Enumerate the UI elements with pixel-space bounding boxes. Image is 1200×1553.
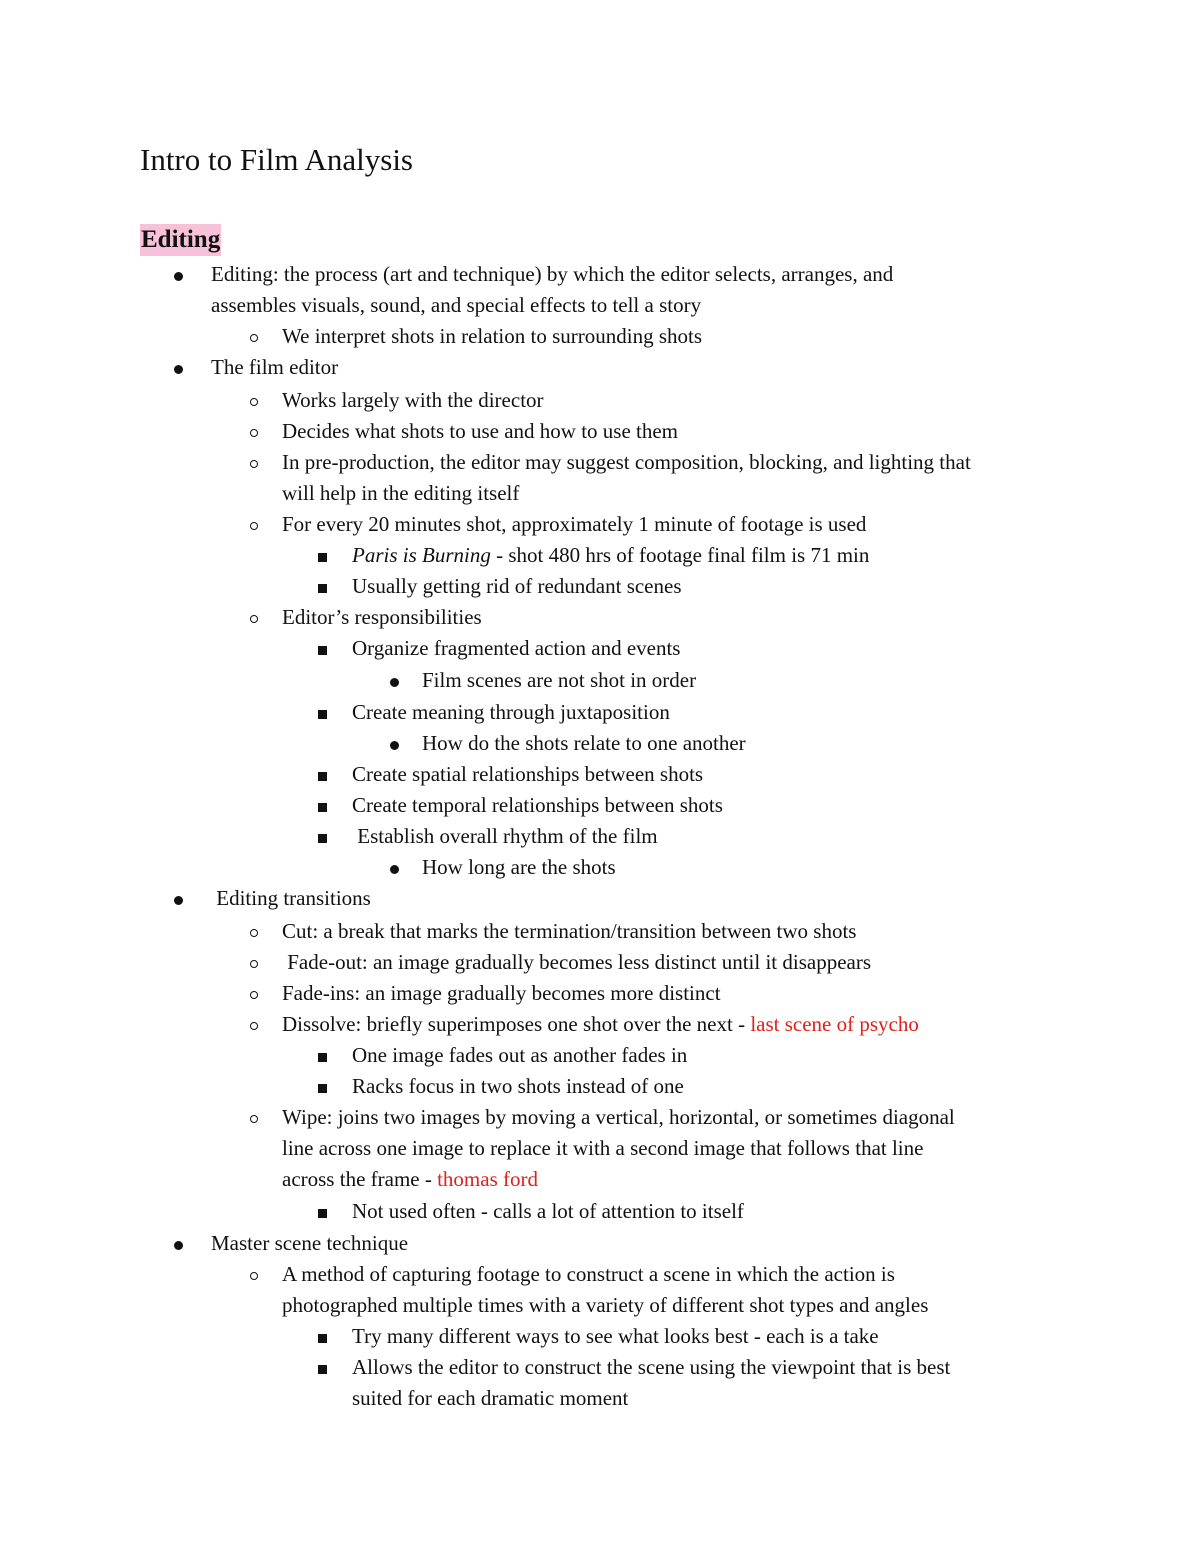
bullet-square-icon [318,1071,327,1102]
list-item-level3: Allows the editor to construct the scene using the viewpoint that is best [352,1355,951,1379]
bullet-dot-icon [390,852,399,883]
bullet-dot-icon [174,1228,183,1259]
bullet-square-icon [318,790,327,821]
list-item-text: Dissolve: briefly superimposes one shot over the next - [282,1012,751,1036]
list-item-level2: For every 20 minutes shot, approximately 1 minute of footage is used [282,512,867,536]
list-item-level1: Master scene technique [211,1231,409,1255]
bullet-circle-icon [250,447,258,478]
list-item-level4: How do the shots relate to one another [422,731,746,755]
bullet-square-icon [318,571,327,602]
bullet-square-icon [318,821,327,852]
bullet-dot-icon [174,259,183,290]
bullet-circle-icon [250,1259,258,1290]
bullet-circle-icon [250,321,258,352]
list-item-level3: Create meaning through juxtaposition [352,700,670,724]
red-note-thomas-ford: thomas ford [437,1167,538,1191]
list-item-level3: Not used often - calls a lot of attention to itself [352,1199,744,1223]
list-item-level2: Fade-out: an image gradually becomes less distinct until it disappears [282,950,872,974]
list-item-level2: Fade-ins: an image gradually becomes more distinct [282,981,721,1005]
bullet-square-icon [318,1321,327,1352]
list-item-level3 [352,540,869,571]
list-item-level3: One image fades out as another fades in [352,1043,688,1067]
list-item-level2: Editor’s responsibilities [282,605,482,629]
bullet-dot-icon [390,665,399,696]
list-item-level3: Organize fragmented action and events [352,636,681,660]
red-note-psycho: last scene of psycho [750,1012,919,1036]
list-item-level2: We interpret shots in relation to surrounding shots [282,324,702,348]
film-title-paris-is-burning: Paris is Burning [352,543,491,567]
bullet-circle-icon [250,1102,258,1133]
list-item-level3: Establish overall rhythm of the film [352,824,658,848]
list-item-level4: Film scenes are not shot in order [422,668,697,692]
list-item-level1: The film editor [211,355,339,379]
list-item-continuation: will help in the editing itself [282,481,520,505]
bullet-circle-icon [250,916,258,947]
bullet-circle-icon [250,978,258,1009]
page-title: Intro to Film Analysis [140,142,413,177]
list-item-continuation: suited for each dramatic moment [352,1386,629,1410]
list-item-continuation [282,1164,538,1195]
list-item-level3: Racks focus in two shots instead of one [352,1074,684,1098]
list-item-continuation: assembles visuals, sound, and special effects to tell a story [211,293,702,317]
bullet-circle-icon [250,385,258,416]
bullet-circle-icon [250,416,258,447]
bullet-square-icon [318,697,327,728]
bullet-square-icon [318,1196,327,1227]
list-item-level2: In pre-production, the editor may suggest composition, blocking, and lighting that [282,450,971,474]
list-item-level3: Create temporal relationships between shots [352,793,723,817]
list-item-level3: Try many different ways to see what looks best - each is a take [352,1324,879,1348]
bullet-square-icon [318,1040,327,1071]
list-item-level2 [282,1009,919,1040]
bullet-circle-icon [250,602,258,633]
bullet-square-icon [318,540,327,571]
bullet-dot-icon [390,728,399,759]
list-item-level3: Usually getting rid of redundant scenes [352,574,682,598]
bullet-circle-icon [250,509,258,540]
list-item-text: - shot 480 hrs of footage final film is 71 min [490,543,870,567]
list-item-level2: Works largely with the director [282,388,544,412]
bullet-square-icon [318,1352,327,1383]
list-item-level2: A method of capturing footage to construct a scene in which the action is [282,1262,895,1286]
bullet-square-icon [318,633,327,664]
list-item-level2: Decides what shots to use and how to use them [282,419,679,443]
section-heading-editing: Editing [140,224,221,256]
bullet-dot-icon [174,883,183,914]
bullet-circle-icon [250,1009,258,1040]
list-item-continuation: photographed multiple times with a variety of different shot types and angles [282,1293,929,1317]
bullet-dot-icon [174,352,183,383]
bullet-circle-icon [250,947,258,978]
list-item-level1: Editing: the process (art and technique) by which the editor selects, arranges, and [211,262,894,286]
list-item-level2: Wipe: joins two images by moving a vertical, horizontal, or sometimes diagonal [282,1105,955,1129]
bullet-square-icon [318,759,327,790]
list-item-level1: Editing transitions [211,886,371,910]
list-item-continuation: line across one image to replace it with a second image that follows that line [282,1136,924,1160]
list-item-level3: Create spatial relationships between shots [352,762,704,786]
list-item-text: across the frame - [282,1167,438,1191]
list-item-level2: Cut: a break that marks the termination/transition between two shots [282,919,857,943]
list-item-level4: How long are the shots [422,855,616,879]
